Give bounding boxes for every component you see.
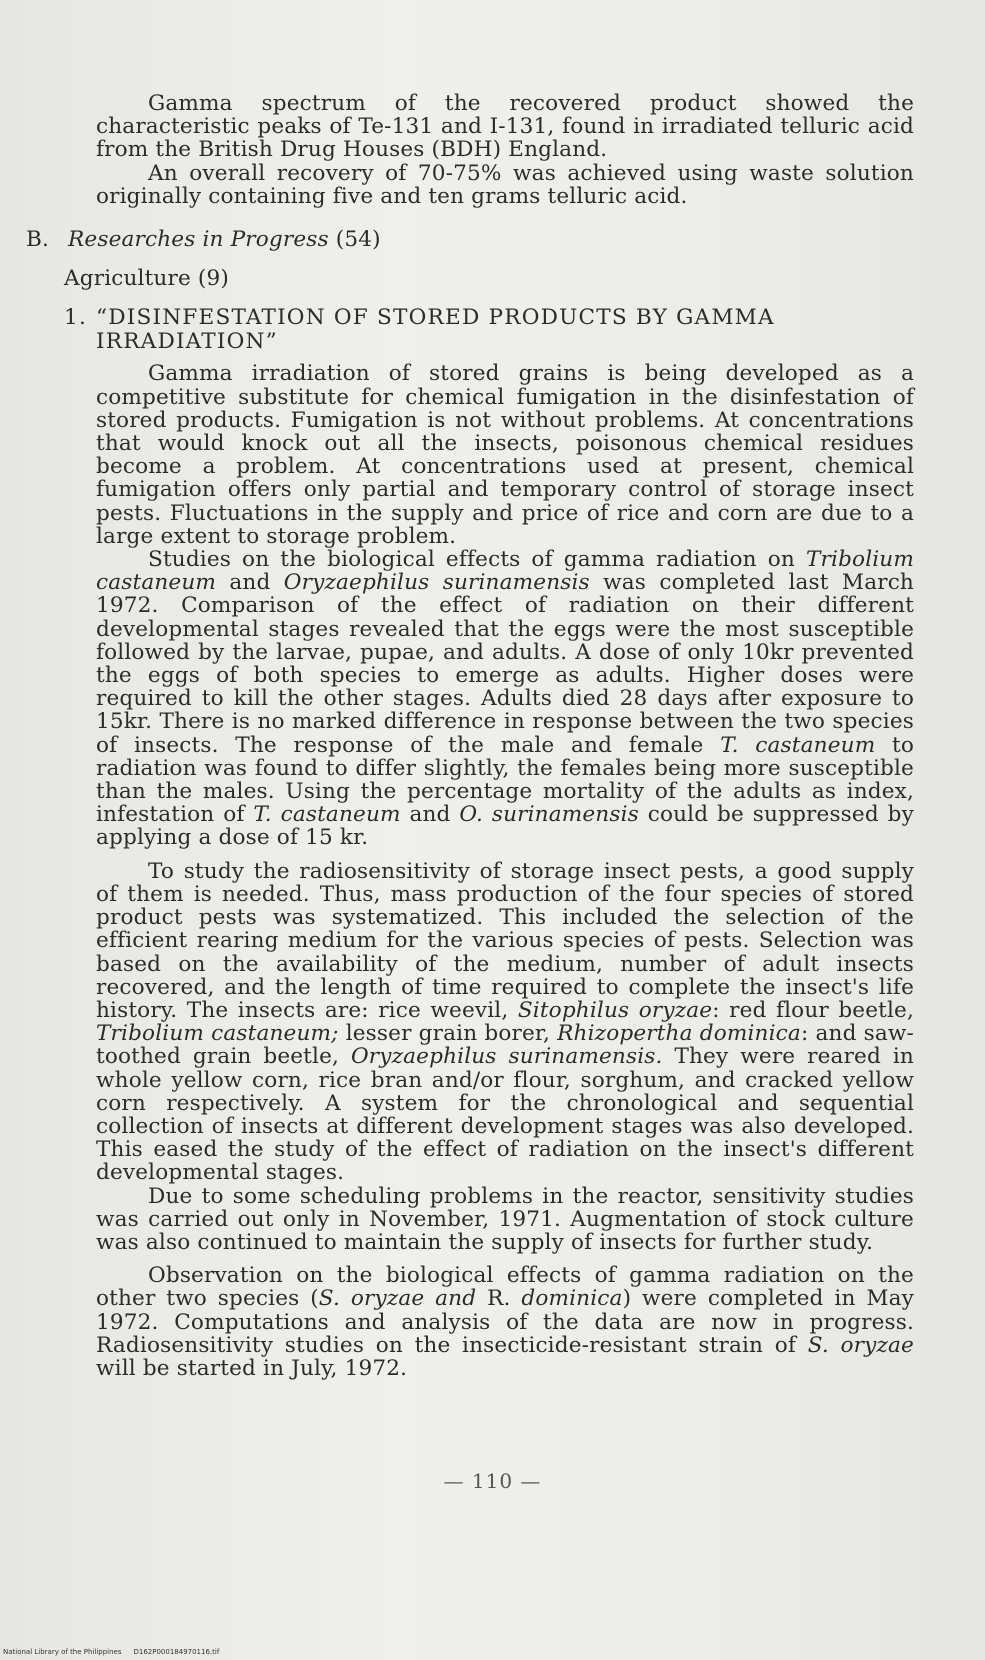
- project-title-text: “DISINFESTATION OF STORED PRODUCTS BY GAMMA IRRADIATION”: [96, 305, 775, 355]
- body-paragraph-1: Gamma irradiation of stored grains is being developed as a competitive substitute for chemical fumigation in the disinfestation of stored products. Fumigation is not without problems. At concentrations that would knock out all the insects, poisonous chemical residues become a problem. At concentrations used at present, chemical fumigation offers only partial and temporary control of storage insect pests. Fluctuations in the supply and price of rice and corn are due to a large extent to storage problem.: [96, 361, 914, 549]
- text-run: to radiation was found to differ slightly, the females being more susceptible than the males. Using the percentage mortality of the adults as index, infestation of: [96, 732, 915, 828]
- species-name: dominica: [521, 1286, 623, 1312]
- species-name: S. oryzae and: [318, 1286, 477, 1312]
- subsection-count: (9): [197, 266, 229, 292]
- species-name: Sitophilus oryzae: [517, 997, 713, 1023]
- text-run: To study the radiosensitivity of storage insect pests, a good supply of them is needed. Thus, mass production of the four species of stored product pests was systematized. This included the selection of the efficient rearing medium for the various species of pests. Selection was based on the availability of the medium, number of adult insects recovered, and the length of time required to complete the insect's life history. The insects are: rice weevil,: [96, 858, 914, 1023]
- section-count: (54): [335, 227, 381, 253]
- text-run: and: [216, 570, 284, 596]
- body-paragraph-3: [96, 860, 914, 1185]
- text-run: was completed last March 1972. Comparison of the effect of radiation on their different developmental stages revealed that the eggs were the most susceptible followed by the larvae, pupae, and adults. A dose of only 10kr prevented the eggs of both species to emerge as adults. Higher doses were required to kill the other stages. Adults died 28 days after exposure to 15kr. There is no marked difference in response between the two species of insects. The response of the male and female: [96, 570, 914, 758]
- body-paragraph-4: Due to some scheduling problems in the reactor, sensitivity studies was carried out only in November, 1971. Augmentation of stock culture was also continued to maintain the supply of insects for further study.: [96, 1183, 914, 1255]
- text-run: could be suppressed by applying a dose of 15 kr.: [96, 802, 914, 851]
- subsection-heading: [64, 267, 914, 290]
- body-paragraph-5: [96, 1264, 914, 1380]
- text-run: They were reared in whole yellow corn, rice bran and/or flour, sorghum, and cracked yellow corn respectively. A system for the chronological and sequential collection of insects at different development stages was also developed. This eased the study of the effect of radiation on the insect's different developmental stages.: [96, 1044, 914, 1186]
- species-name: Tribolium castaneum: [96, 547, 914, 596]
- section-letter: B.: [26, 227, 50, 253]
- text-run: Observation on the biological effects of gamma radiation on the other two species (: [96, 1263, 914, 1312]
- subsection-name: Agriculture: [64, 266, 191, 292]
- scan-footer: [3, 1648, 231, 1656]
- species-name: T. castaneum: [253, 802, 401, 828]
- footer-file-code: D162P000184970116.tif: [133, 1648, 220, 1656]
- page-number: — 110 —: [443, 1469, 542, 1493]
- text-run: : and saw-toothed grain beetle,: [96, 1021, 914, 1070]
- text-run: and: [400, 802, 460, 828]
- species-name: Tribolium castaneum;: [96, 1021, 339, 1047]
- text-run: ) were completed in May 1972. Computations and analysis of the data are now in progress. Radiosensitivity studies on the insecticide-resistant strain of: [96, 1286, 914, 1358]
- species-name: S. oryzae: [807, 1332, 914, 1358]
- section-title: Researches in Progress: [68, 227, 329, 253]
- project-number: 1.: [64, 305, 88, 331]
- body-paragraph-2: [96, 548, 914, 850]
- species-name: Oryzaephilus surinamensis.: [350, 1044, 663, 1070]
- project-title: [64, 306, 914, 354]
- text-run: : red flour beetle,: [712, 997, 914, 1023]
- species-name: O. surinamensis: [459, 802, 639, 828]
- section-heading: [26, 228, 914, 251]
- text-run: Studies on the biological effects of gamma radiation on: [148, 547, 806, 573]
- text-run: will be started in July, 1972.: [96, 1355, 408, 1381]
- text-run: lesser grain borer,: [338, 1021, 558, 1047]
- species-name: T. castaneum: [720, 732, 876, 758]
- intro-paragraph-2: An overall recovery of 70-75% was achieved using waste solution originally containing five and ten grams telluric acid.: [96, 160, 914, 209]
- page-body: [26, 91, 915, 1381]
- species-name: Rhizopertha dominica: [557, 1021, 801, 1047]
- intro-paragraph-1: Gamma spectrum of the recovered product showed the characteristic peaks of Te-131 and I-131, found in irradiated telluric acid from the British Drug Houses (BDH) England.: [96, 91, 914, 163]
- footer-library: National Library of the Philippines: [3, 1648, 122, 1656]
- text-run: R.: [476, 1286, 522, 1312]
- species-name: Oryzaephilus surinamensis: [283, 570, 590, 596]
